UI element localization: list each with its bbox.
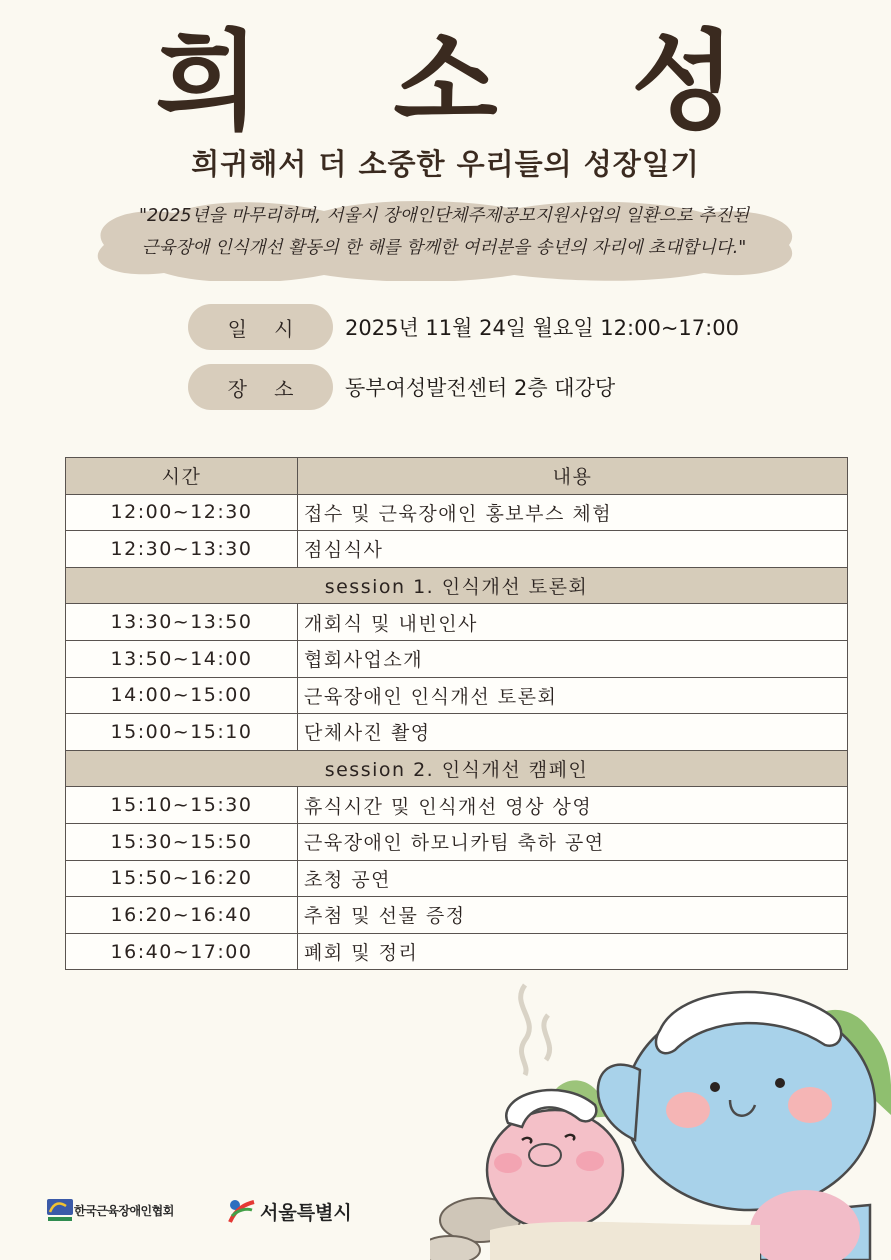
invitation-quote <box>84 200 804 264</box>
place-row <box>188 364 615 410</box>
schedule-content: 협회사업소개 <box>298 640 848 677</box>
place-label-char-1: 장 <box>227 376 247 401</box>
schedule-time: 12:30~13:30 <box>66 531 298 568</box>
table-row <box>66 677 848 714</box>
schedule-time: 15:50~16:20 <box>66 860 298 897</box>
seoul-emblem-icon <box>226 1196 256 1226</box>
table-row <box>66 860 848 897</box>
schedule-time: 15:30~15:50 <box>66 823 298 860</box>
table-row <box>66 897 848 934</box>
poster-subtitle: 희귀해서 더 소중한 우리들의 성장일기 <box>191 147 700 181</box>
header-time: 시간 <box>66 458 298 495</box>
seoul-logo <box>226 1196 352 1226</box>
schedule-content: 접수 및 근육장애인 홍보부스 체험 <box>298 494 848 531</box>
date-row <box>188 304 739 350</box>
schedule-content: 근육장애인 하모니카팀 축하 공연 <box>298 823 848 860</box>
date-label-pill <box>188 304 333 350</box>
date-label-char-2: 시 <box>274 316 294 341</box>
schedule-time: 16:20~16:40 <box>66 897 298 934</box>
schedule-time: 14:00~15:00 <box>66 677 298 714</box>
quote-line-2: 근육장애 인식개선 활동의 한 해를 함께한 여러분을 송년의 자리에 초대합니다." <box>141 238 747 258</box>
schedule-time: 13:50~14:00 <box>66 640 298 677</box>
session-title: session 1. 인식개선 토론회 <box>66 567 848 604</box>
date-label-char-1: 일 <box>227 316 247 341</box>
table-row <box>66 531 848 568</box>
quote-line-1: "2025년을 마무리하며, 서울시 장애인단체주제공모지원사업의 일환으로 추진된 <box>138 206 749 226</box>
schedule-time: 13:30~13:50 <box>66 604 298 641</box>
table-row <box>66 494 848 531</box>
place-label-pill <box>188 364 333 410</box>
schedule-content: 추첨 및 선물 증정 <box>298 897 848 934</box>
table-row <box>66 933 848 970</box>
schedule-body <box>66 494 848 970</box>
poster-title: 희 소 성 <box>155 20 784 145</box>
kmda-emblem-icon <box>46 1198 74 1222</box>
session-row <box>66 567 848 604</box>
schedule-time: 12:00~12:30 <box>66 494 298 531</box>
schedule-content: 초청 공연 <box>298 860 848 897</box>
schedule-content: 휴식시간 및 인식개선 영상 상영 <box>298 787 848 824</box>
schedule-time: 16:40~17:00 <box>66 933 298 970</box>
schedule-content: 근육장애인 인식개선 토론회 <box>298 677 848 714</box>
kmda-logo-text: 한국근육장애인협회 <box>74 1203 174 1218</box>
place-label-char-2: 소 <box>274 376 294 401</box>
header-content: 내용 <box>298 458 848 495</box>
place-value: 동부여성발전센터 2층 대강당 <box>345 376 616 400</box>
table-row <box>66 640 848 677</box>
schedule-time: 15:00~15:10 <box>66 714 298 751</box>
table-header-row <box>66 458 848 495</box>
table-row <box>66 604 848 641</box>
date-value: 2025년 11월 24일 월요일 12:00~17:00 <box>345 316 739 340</box>
table-row <box>66 823 848 860</box>
schedule-table <box>65 457 848 970</box>
schedule-content: 단체사진 촬영 <box>298 714 848 751</box>
schedule-content: 점심식사 <box>298 531 848 568</box>
schedule-content: 개회식 및 내빈인사 <box>298 604 848 641</box>
session-title: session 2. 인식개선 캠페인 <box>66 750 848 787</box>
schedule-content: 폐회 및 정리 <box>298 933 848 970</box>
schedule-time: 15:10~15:30 <box>66 787 298 824</box>
session-row <box>66 750 848 787</box>
kmda-logo <box>46 1198 174 1222</box>
seoul-logo-text: 서울특별시 <box>260 1201 352 1224</box>
table-row <box>66 714 848 751</box>
mascot-illustration <box>430 975 891 1260</box>
table-row <box>66 787 848 824</box>
